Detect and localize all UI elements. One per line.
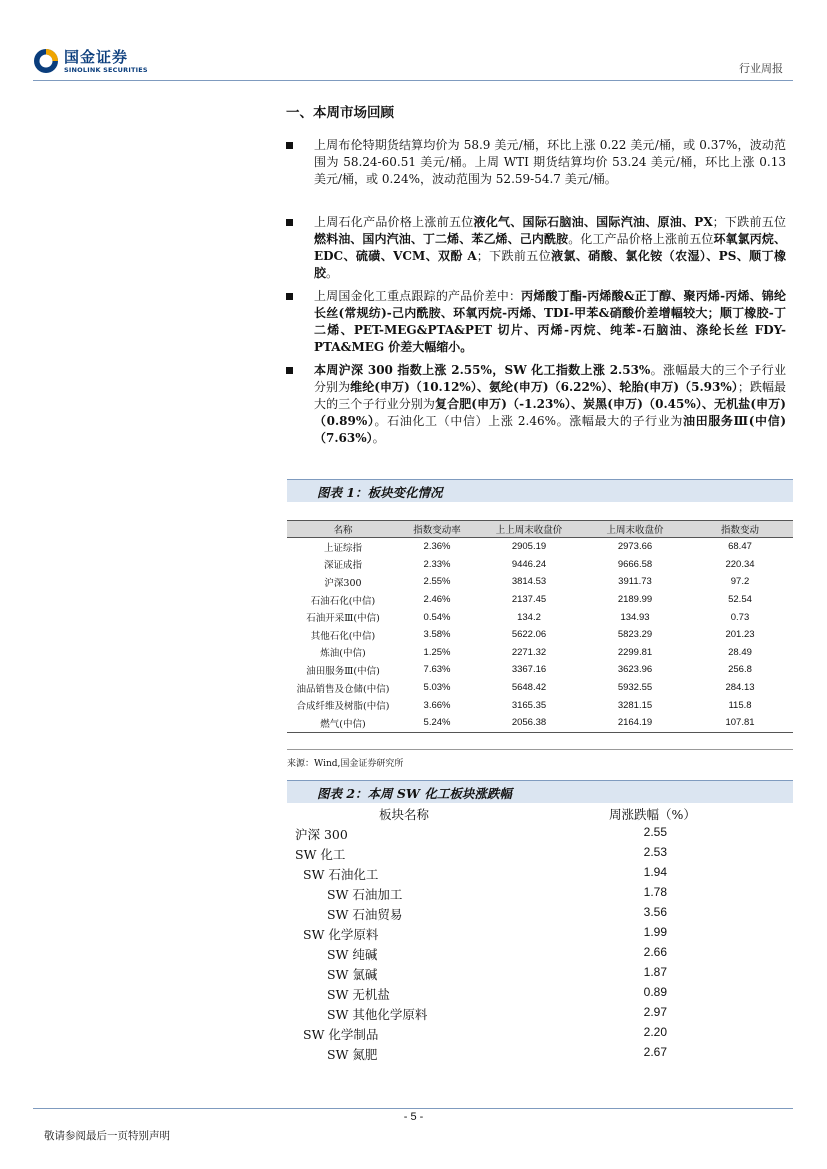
text-segment: 。化工产品价格上涨前五位 [568,232,714,246]
value-cell: 3911.73 [618,576,652,588]
table-row [287,696,793,714]
footer-divider [33,1108,793,1109]
sector-name-cell: 沪深300 [324,577,362,589]
value-cell: 2299.81 [617,646,653,658]
sector-name-cell: 石油石化(中信) [310,595,376,607]
column-header: 指数变动 [687,521,793,538]
value-cell: 5932.55 [617,682,653,694]
text-segment: 。涨幅最大的三个子行业分别为 [314,363,786,394]
bullet-text [314,288,786,356]
logo-text-en: SINOLINK SECURITIES [64,66,148,74]
header-divider [33,80,793,81]
text-segment: 上周布伦特期货结算均价为 58.9 美元/桶，环比上涨 0.22 美元/桶，或 0.37%，波动范围为 58.24-60.51 美元/桶。上周 WTI 期货结算均价 53.24 美元/桶，环比上涨 0.13 美元/桶，或 0.24%，波动范围为 52.59-54.7 美元/桶。 [314,138,786,186]
change-value-cell: 0.89 [643,985,667,999]
bold-text-segment: 复合肥(申万)（-1.23%）、炭黑(申万)（0.45%）、无机盐(申万)（0.89%） [314,397,786,428]
table-row [287,923,793,943]
value-cell: 52.54 [728,594,752,606]
figure2-title: 图表 2：本周 SW 化工板块涨跌幅 [317,786,512,801]
bold-text-segment: 液化气、国际石脑油、国际汽油、原油、PX [473,215,713,229]
change-value-cell: 1.99 [643,925,667,939]
value-cell: 1.25% [423,646,451,658]
sector-name-cell: SW 氯碱 [327,967,378,982]
table-row [287,679,793,697]
table-row [287,644,793,662]
value-cell: 3814.53 [511,576,547,588]
column-header-value: 周涨跌幅（%） [609,807,696,822]
bullet-product-prices [286,214,786,282]
table-row [287,1043,793,1063]
value-cell: 2973.66 [617,541,653,553]
value-cell: 2.46% [423,594,451,606]
value-cell: 5622.06 [511,629,547,641]
value-cell: 2164.19 [583,714,687,732]
table-row [287,883,793,903]
value-cell: 3.58% [423,629,451,641]
bold-text-segment: 环氧氯丙烷、EDC、硫磺、VCM、双酚 A [314,232,786,263]
source-divider [287,749,793,750]
change-value-cell: 1.78 [643,885,667,899]
sector-name-cell: SW 化学原料 [303,927,379,942]
table-row [287,903,793,923]
table-row [287,1023,793,1043]
text-segment: ；下跌前五位 [712,215,786,229]
value-cell: 5648.42 [511,682,547,694]
table-row [287,963,793,983]
table-row [287,1003,793,1023]
logo-text-cn: 国金证券 [64,48,129,66]
value-cell: 5.03% [423,682,451,694]
table-row [287,591,793,609]
table-row [287,983,793,1003]
sector-name-cell: 炼油(中信) [320,648,366,660]
bullet-square-icon [286,142,293,149]
sector-name-cell: SW 无机盐 [327,987,390,1002]
table-row [287,843,793,863]
value-cell: 2137.45 [511,594,547,606]
change-value-cell: 1.94 [643,865,667,879]
bold-text-segment: 燃料油、国内汽油、丁二烯、苯乙烯、己内酰胺 [314,232,569,246]
text-segment: 上周国金化工重点跟踪的产品价差中： [314,289,522,303]
bold-text-segment: 维纶(申万)（10.12%）、氨纶(申万)（6.22%）、轮胎(申万)（5.93%） [350,380,738,394]
sector-name-cell: SW 化学制品 [303,1027,379,1042]
value-cell: 3165.35 [511,699,547,711]
sector-name-cell: SW 纯碱 [327,947,378,962]
bullet-oil-prices [286,137,786,188]
column-header-name: 板块名称 [379,807,430,822]
value-cell: 0.73 [730,611,750,623]
table-row [287,863,793,883]
value-cell: 2.55% [423,576,451,588]
value-cell: 220.34 [725,558,755,570]
table-row [287,823,793,843]
value-cell: 5823.29 [617,629,653,641]
value-cell: 3281.15 [617,699,653,711]
sector-name-cell: 上证综指 [323,542,362,554]
column-header: 指数变动率 [399,521,475,538]
value-cell: 3.66% [423,699,451,711]
text-segment: 上周石化产品价格上涨前五位 [314,215,474,229]
section-title: 一、本周市场回顾 [286,105,394,121]
sector-change-table [287,520,793,733]
value-cell: 134.93 [620,611,650,623]
value-cell: 9666.58 [617,558,653,570]
change-value-cell: 2.55 [643,825,667,839]
sector-name-cell: SW 其他化学原料 [327,1007,428,1022]
table-row [287,661,793,679]
column-header: 上上周末收盘价 [475,521,583,538]
value-cell: 2.33% [423,558,451,570]
sector-name-cell: SW 石油贸易 [327,907,403,922]
text-segment: ；跌幅最大的三个子行业分别为 [314,380,786,411]
table-row [287,538,793,556]
value-cell: 0.54% [423,611,451,623]
value-cell: 5.24% [399,714,475,732]
table-row [287,626,793,644]
table-row [287,556,793,574]
value-cell: 2905.19 [511,541,547,553]
value-cell: 9446.24 [511,558,547,570]
figure1-source: 来源：Wind,国金证券研究所 [287,759,404,769]
bold-text-segment: 丙烯酸丁酯-丙烯酸&正丁醇、聚丙烯-丙烯、锦纶长丝(常规纺)-己内酰胺、环氧丙烷-丙烯、TDI-甲苯&硝酸价差增幅较大；顺丁橡胶-丁二烯、PET-MEG&PTA&PET 切片、丙烯-丙烷、纯苯-石脑油、涤纶长丝 FDY-PTA&MEG 价差大幅缩小。 [314,289,786,354]
report-type-label: 行业周报 [739,62,783,75]
figure1-title: 图表 1：板块变化情况 [317,485,443,500]
value-cell: 2.36% [423,541,451,553]
column-header: 上周末收盘价 [583,521,687,538]
table-header-row [287,521,793,538]
value-cell: 284.13 [725,682,755,694]
change-value-cell: 1.87 [643,965,667,979]
sector-name-cell: 石油开采Ⅲ(中信) [306,613,380,625]
change-value-cell: 2.53 [643,845,667,859]
sector-name-cell: 其他石化(中信) [310,630,376,642]
bullet-text [314,214,786,282]
sector-name-cell: 沪深 300 [295,827,348,842]
bullet-text [314,362,786,447]
change-value-cell: 3.56 [643,905,667,919]
sector-name-cell: 深证成指 [323,560,362,572]
logo-mark-icon [33,48,59,74]
bullet-index-performance [286,362,786,447]
text-segment: 。 [372,431,385,445]
value-cell: 3367.16 [511,664,547,676]
value-cell: 2271.32 [511,646,547,658]
bullet-square-icon [286,293,293,300]
bullet-square-icon [286,219,293,226]
bold-text-segment: 液氯、硝酸、氯化铵（农湿）、PS、顺丁橡胶 [314,249,786,280]
text-segment: 。 [326,266,339,280]
value-cell: 28.49 [728,646,752,658]
bold-text-segment: 油田服务Ⅲ(中信)（7.63%） [314,414,786,445]
bold-text-segment: 本周沪深 300 指数上涨 2.55%，SW 化工指数上涨 2.53% [314,363,651,377]
value-cell: 3623.96 [617,664,653,676]
text-segment: 。石油化工（中信）上涨 2.46%。涨幅最大的子行业为 [374,414,683,428]
value-cell: 115.8 [728,699,752,711]
value-cell: 134.2 [517,611,541,623]
value-cell: 2189.99 [617,594,653,606]
table-row [287,714,793,732]
sector-name-cell: 油品销售及仓储(中信) [296,683,390,695]
value-cell: 256.8 [728,664,752,676]
company-logo [33,46,153,78]
footer-disclaimer: 敬请参阅最后一页特别声明 [44,1130,170,1142]
value-cell: 68.47 [728,541,752,553]
sector-name-cell: SW 石油化工 [303,867,379,882]
value-cell: 7.63% [423,664,451,676]
sector-name-cell: SW 化工 [295,847,346,862]
value-cell: 201.23 [725,629,755,641]
bullet-text [314,137,786,188]
change-value-cell: 2.20 [643,1025,667,1039]
table-row [287,943,793,963]
bullet-square-icon [286,367,293,374]
sector-name-cell: SW 石油加工 [327,887,403,902]
table-row [287,573,793,591]
value-cell: 107.81 [687,714,793,732]
change-value-cell: 2.66 [643,945,667,959]
change-value-cell: 2.67 [643,1045,667,1059]
change-value-cell: 2.97 [643,1005,667,1019]
sector-name-cell: 燃气(中信) [287,714,399,732]
value-cell: 97.2 [730,576,750,588]
sector-name-cell: 合成纤维及树脂(中信) [296,701,390,713]
value-cell: 2056.38 [475,714,583,732]
text-segment: ；下跌前五位 [476,249,552,263]
sector-name-cell: 油田服务Ⅲ(中信) [306,665,380,677]
figure1-title-bar [287,479,793,502]
page-number: - 5 - [403,1111,424,1123]
table-row [287,608,793,626]
column-header: 名称 [287,521,399,538]
sw-table-header [287,803,793,823]
sector-name-cell: SW 氮肥 [327,1047,378,1062]
figure2-title-bar [287,780,793,803]
bullet-price-spreads [286,288,786,356]
